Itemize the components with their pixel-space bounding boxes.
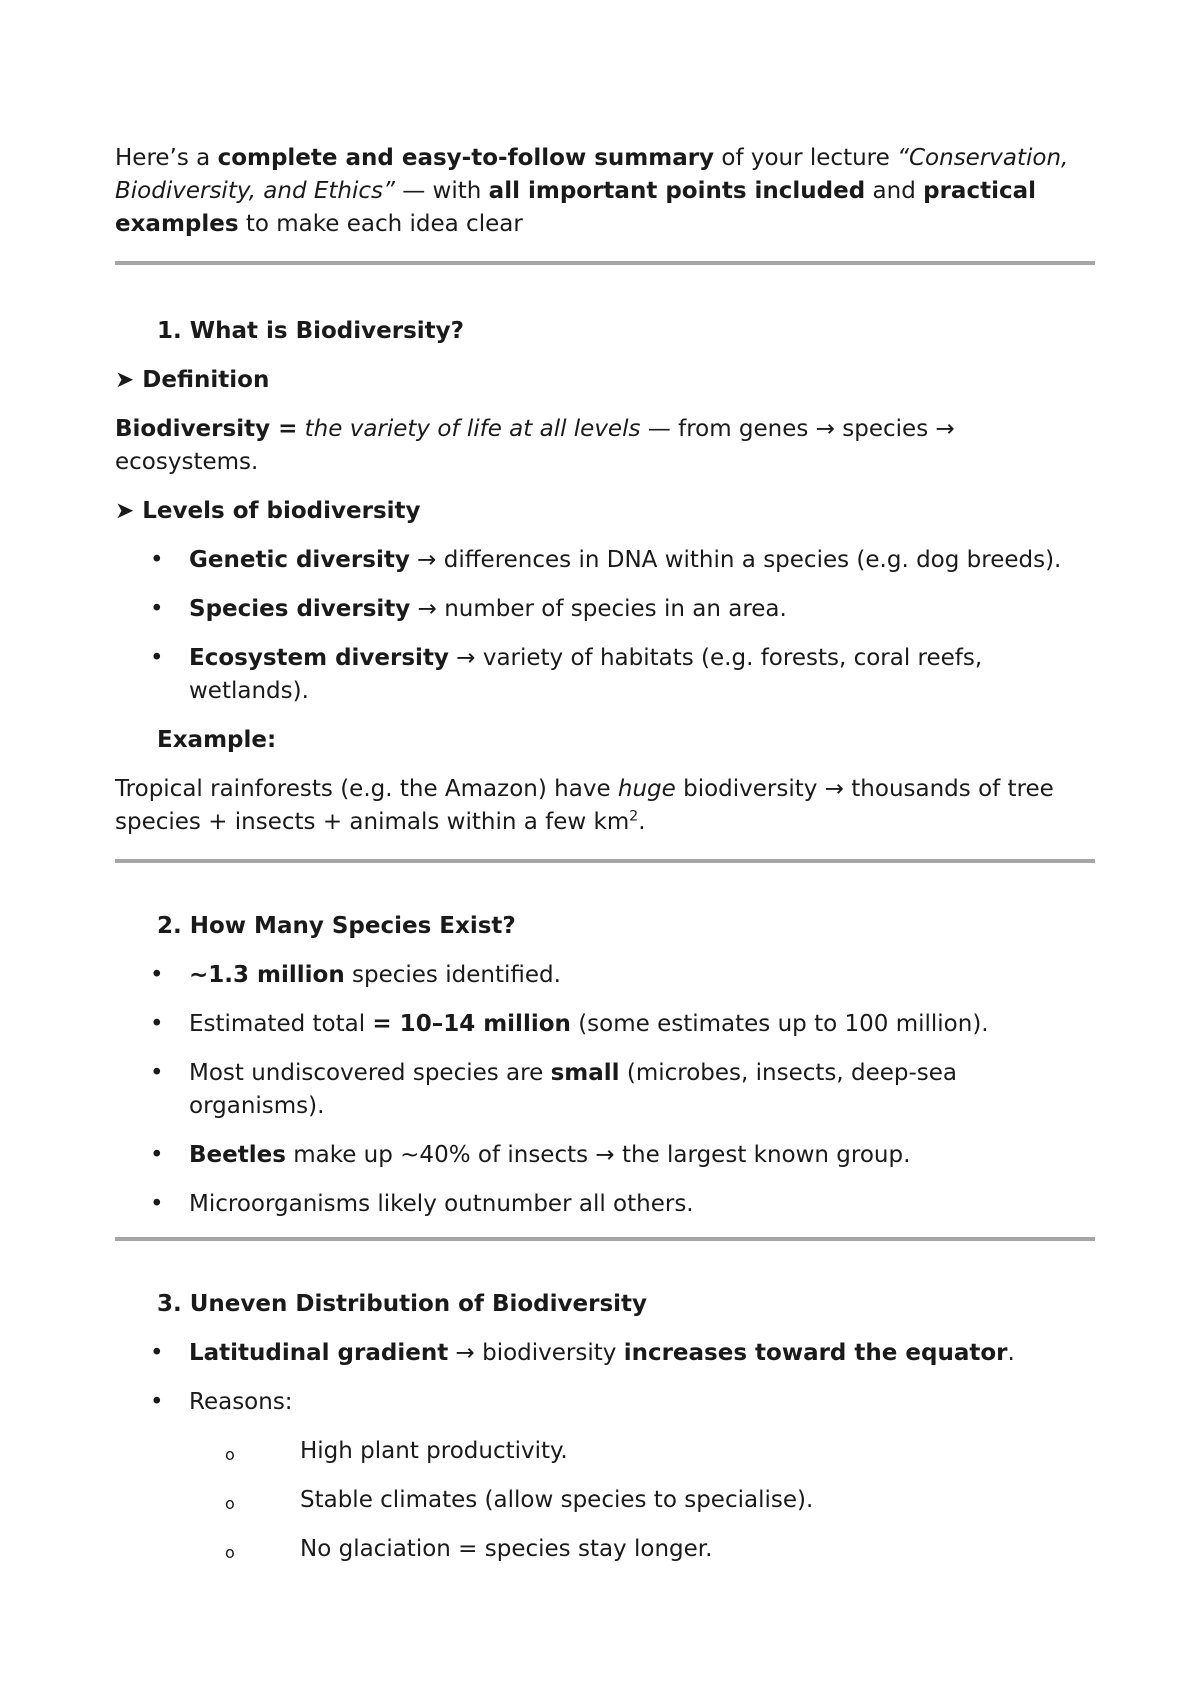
list-item — [115, 1435, 1095, 1468]
item-text: → biodiversity — [448, 1340, 624, 1366]
divider — [115, 859, 1095, 863]
item-text: Most undiscovered species are — [189, 1060, 551, 1086]
divider — [115, 261, 1095, 265]
species-list — [115, 959, 1095, 1221]
intro-bold-examples: practical examples — [115, 178, 1037, 237]
level-desc: → differences in DNA within a species (e.g. dog breeds). — [409, 547, 1062, 573]
list-item — [115, 544, 1095, 577]
reasons-list — [115, 1435, 1095, 1566]
list-item — [115, 1008, 1095, 1041]
intro-bold-summary: complete and easy-to-follow summary — [217, 145, 715, 171]
definition-rest: — from genes → species → ecosystems. — [115, 416, 955, 475]
intro-bold-points: all important points included — [488, 178, 866, 204]
distribution-list — [115, 1337, 1095, 1419]
list-item — [115, 1386, 1095, 1419]
item-text: . — [1007, 1340, 1015, 1366]
reason-text: Stable climates (allow species to specialise). — [300, 1487, 814, 1513]
level-term: Ecosystem diversity — [189, 645, 449, 671]
bold-text: Latitudinal gradient — [189, 1340, 449, 1366]
example-text: . — [638, 809, 646, 835]
section-3-title: 3. Uneven Distribution of Biodiversity — [157, 1291, 648, 1317]
bold-text: = 10–14 million — [372, 1011, 571, 1037]
example-text: Tropical rainforests (e.g. the Amazon) have — [115, 776, 618, 802]
circle-bullet-icon: o — [225, 1494, 235, 1513]
level-desc: → variety of habitats (e.g. forests, coral reefs, wetlands). — [189, 645, 983, 704]
example-italic: huge — [617, 776, 676, 802]
intro-text: Here’s a — [115, 145, 218, 171]
example-text: biodiversity → thousands of tree species + insects + animals within a few km — [115, 776, 1054, 835]
list-item — [115, 1139, 1095, 1172]
intro-text: — with — [394, 178, 489, 204]
superscript: 2 — [629, 808, 639, 825]
list-item — [115, 1484, 1095, 1517]
level-term: Species diversity — [189, 596, 411, 622]
item-text: (microbes, insects, deep-sea organisms). — [189, 1060, 958, 1119]
item-text: Reasons: — [189, 1389, 293, 1415]
lecture-title: “Conservation, Biodiversity, and Ethics” — [115, 145, 1069, 204]
list-item — [115, 593, 1095, 626]
section-2-title: 2. How Many Species Exist? — [157, 913, 516, 939]
bold-text: small — [550, 1060, 620, 1086]
definition-italic: the variety of life at all levels — [304, 416, 641, 442]
divider — [115, 1237, 1095, 1241]
document-page — [115, 142, 1095, 1582]
item-text: Estimated total — [189, 1011, 373, 1037]
intro-paragraph — [115, 142, 1095, 241]
reason-text: High plant productivity. — [300, 1438, 568, 1464]
intro-text: of your lecture — [714, 145, 898, 171]
intro-text: and — [865, 178, 924, 204]
list-item — [115, 1057, 1095, 1123]
level-desc: → number of species in an area. — [410, 596, 787, 622]
bold-text: increases toward the equator — [623, 1340, 1008, 1366]
item-text: species identified. — [344, 962, 561, 988]
item-text: Microorganisms likely outnumber all others. — [189, 1191, 694, 1217]
circle-bullet-icon: o — [225, 1543, 235, 1562]
definition-heading: ➤ Definition — [115, 367, 270, 393]
item-text: make up ~40% of insects → the largest known group. — [285, 1142, 911, 1168]
definition-paragraph — [115, 413, 1095, 479]
list-item — [115, 1188, 1095, 1221]
bold-text: ~1.3 million — [189, 962, 345, 988]
level-term: Genetic diversity — [189, 547, 410, 573]
list-item — [115, 1337, 1095, 1370]
list-item — [115, 642, 1095, 708]
circle-bullet-icon: o — [225, 1445, 235, 1464]
intro-text: to make each idea clear — [238, 211, 523, 237]
bold-text: Beetles — [189, 1142, 286, 1168]
example-label: Example: — [157, 727, 277, 753]
section-1-title: 1. What is Biodiversity? — [157, 318, 464, 344]
list-item — [115, 959, 1095, 992]
levels-list — [115, 544, 1095, 708]
list-item — [115, 1533, 1095, 1566]
item-text: (some estimates up to 100 million). — [570, 1011, 989, 1037]
definition-term: Biodiversity = — [115, 416, 298, 442]
reason-text: No glaciation = species stay longer. — [300, 1536, 713, 1562]
levels-heading: ➤ Levels of biodiversity — [115, 498, 421, 524]
example-paragraph — [115, 773, 1095, 839]
